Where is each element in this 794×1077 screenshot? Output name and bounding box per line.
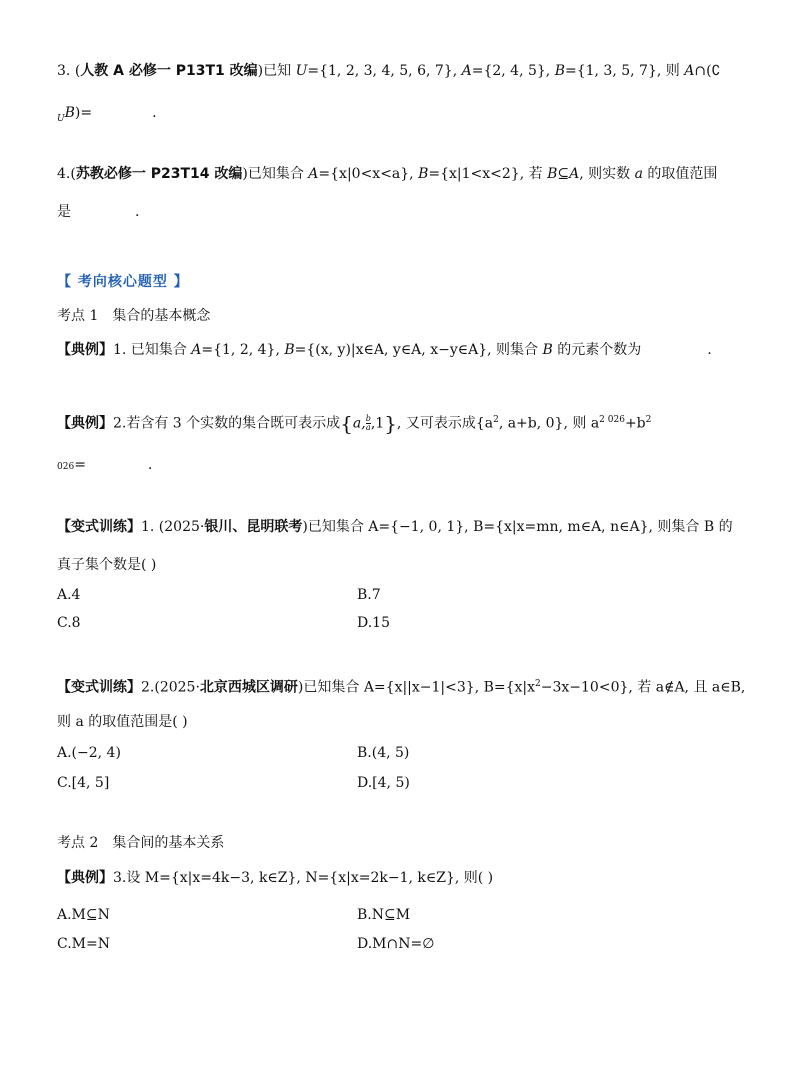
tr2-option-b[interactable]: B.(4, 5) xyxy=(357,745,410,761)
ex3-option-a[interactable]: A.M⊆N xyxy=(57,907,110,923)
q4-source: 苏教必修一 P23T14 改编 xyxy=(75,166,243,182)
q3-line2: $_U$B)= . xyxy=(57,105,157,124)
q3-line1: 3. (人教 A 必修一 P13T1 改编)已知 U={1, 2, 3, 4, 5, 6, 7}, A={2, 4, 5}, B={1, 3, 5, 7}, 则 A∩(∁ xyxy=(57,63,721,79)
ex3-tag: 【典例】 xyxy=(57,870,113,886)
tr1-option-a[interactable]: A.4 xyxy=(57,587,81,603)
kp2-heading: 考点 2 集合间的基本关系 xyxy=(57,835,225,851)
ex2-tag: 【典例】 xyxy=(57,415,113,432)
ex1-tag: 【典例】 xyxy=(57,342,113,358)
tr2-line1: 【变式训练】2.(2025·北京西城区调研)已知集合 A={x||x−1|<3}, $B=\{x|x^2-3x-10<0\}$, 若 a∉A, 且 a∈B, xyxy=(57,679,746,696)
tr2-option-d[interactable]: D.[4, 5) xyxy=(357,775,410,791)
ex2-line1: 【典例】2.若含有 3 个实数的集合既可表示成{a, $\frac{b}{a}$ ,1}, 又可表示成{$a^2$, a+b, 0}, 则 $a^{2 026}+b^2$ xyxy=(57,411,652,436)
tr1-option-c[interactable]: C.8 xyxy=(57,615,81,631)
ex3-option-d[interactable]: D.M∩N=∅ xyxy=(357,936,435,952)
fraction-b-over-a: $\frac{b}{a}$ xyxy=(365,414,371,433)
tr1-line1: 【变式训练】1. (2025·银川、昆明联考)已知集合 A={−1, 0, 1}, B={x|x=mn, m∈A, n∈A}, 则集合 B 的 xyxy=(57,519,733,535)
tr2-line2: 则 a 的取值范围是( ) xyxy=(57,714,188,730)
ex3-option-b[interactable]: B.N⊆M xyxy=(357,907,411,923)
tr2-tag: 【变式训练】 xyxy=(57,679,141,696)
ex3-line: 【典例】3.设 M={x|x=4k−3, k∈Z}, N={x|x=2k−1, k∈Z}, 则( ) xyxy=(57,870,494,886)
ex3-option-c[interactable]: C.M=N xyxy=(57,936,110,952)
q4-line1: 4.(苏教必修一 P23T14 改编)已知集合 A={x|0<x<a}, B={x|1<x<2}, 若 B⊆A, 则实数 a 的取值范围 xyxy=(57,166,718,182)
q3-source: 人教 A 必修一 P13T1 改编 xyxy=(80,63,258,79)
tr1-tag: 【变式训练】 xyxy=(57,519,141,535)
tr2-option-c[interactable]: C.[4, 5] xyxy=(57,775,110,791)
kp1-heading: 考点 1 集合的基本概念 xyxy=(57,308,211,324)
tr1-option-d[interactable]: D.15 xyxy=(357,615,390,631)
tr1-line2: 真子集个数是( ) xyxy=(57,557,157,573)
ex2-line2: 026= . xyxy=(57,457,153,473)
ex1-line: 【典例】1. 已知集合 A={1, 2, 4}, B={(x, y)|x∈A, y∈A, x−y∈A}, 则集合 B 的元素个数为 . xyxy=(57,342,712,358)
q4-line2: 是 . xyxy=(57,204,140,220)
section-header: 【 考向核心题型 】 xyxy=(57,274,189,290)
tr2-option-a[interactable]: A.(−2, 4) xyxy=(57,745,121,761)
tr1-option-b[interactable]: B.7 xyxy=(357,587,381,603)
